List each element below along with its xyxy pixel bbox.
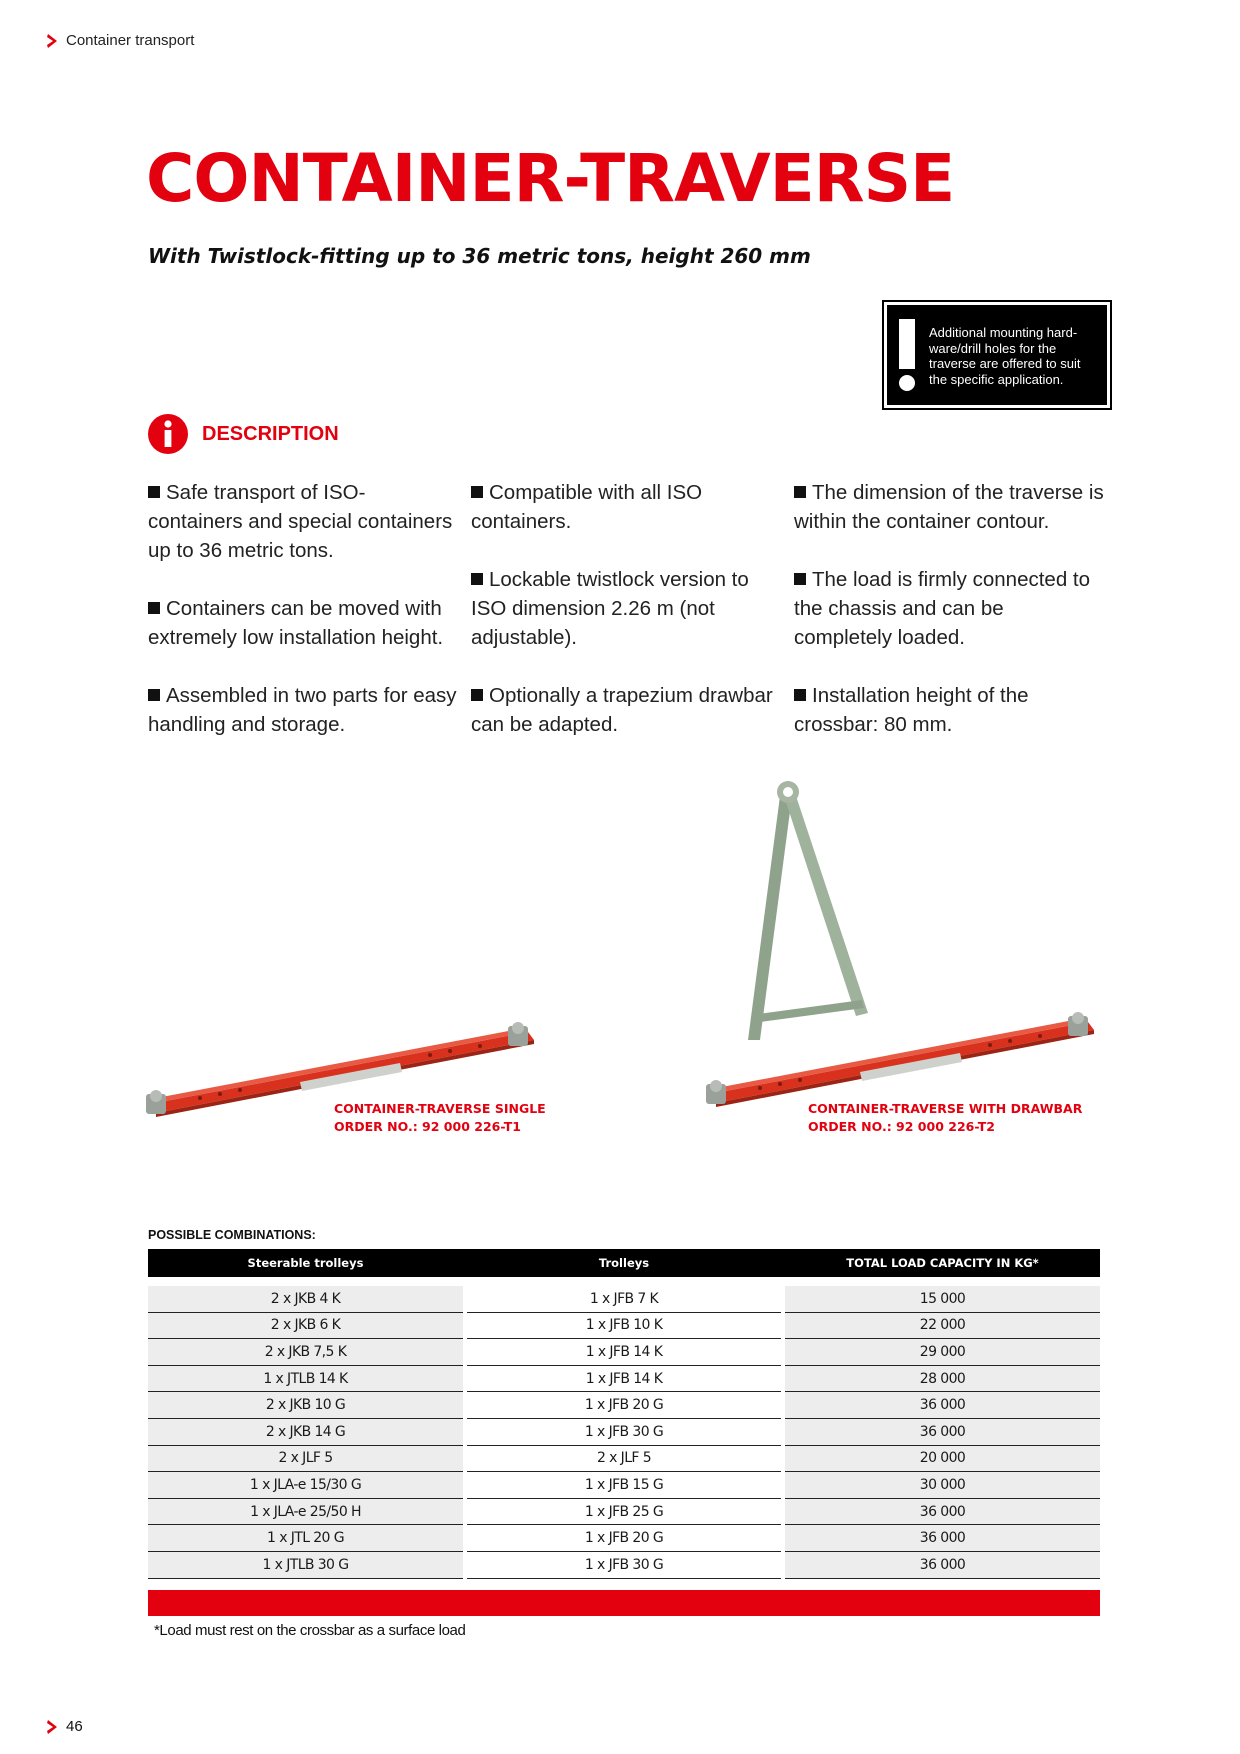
steerable-trolley-cell: 1 x JTLB 30 G (148, 1551, 463, 1578)
description-item: Optionally a trapezium drawbar can be adapted. (471, 684, 773, 736)
trolley-cell: 1 x JFB 25 G (467, 1498, 781, 1525)
combinations-label: POSSIBLE COMBINATIONS: (148, 1228, 316, 1242)
product-order-number: ORDER NO.: 92 000 226-T1 (334, 1119, 521, 1134)
description-item: Lockable twistlock version to ISO dimension 2.26 m (not adjustable). (471, 568, 749, 649)
exclamation-icon (899, 319, 915, 393)
description-item: Containers can be moved with extremely low installation height. (148, 597, 444, 649)
breadcrumb-label: Container transport (66, 32, 195, 49)
table-row (148, 1445, 1100, 1472)
trolley-cell: 2 x JLF 5 (467, 1445, 781, 1472)
description-column-1 (148, 478, 458, 768)
capacity-cell: 20 000 (785, 1445, 1100, 1472)
steerable-trolley-cell: 2 x JKB 10 G (148, 1392, 463, 1419)
combinations-table (148, 1249, 1100, 1579)
twistlock-right (1068, 1012, 1088, 1036)
capacity-cell: 36 000 (785, 1551, 1100, 1578)
table-row (148, 1339, 1100, 1366)
description-item: Compatible with all ISO containers. (471, 481, 703, 533)
table-row (148, 1365, 1100, 1392)
chevron-right-icon (46, 33, 60, 49)
steerable-trolley-cell: 2 x JKB 14 G (148, 1418, 463, 1445)
page-number (46, 1718, 83, 1735)
notice-box (884, 302, 1110, 408)
trolley-cell: 1 x JFB 14 K (467, 1339, 781, 1366)
capacity-cell: 36 000 (785, 1498, 1100, 1525)
table-row (148, 1525, 1100, 1552)
column-header: TOTAL LOAD CAPACITY IN KG* (785, 1249, 1100, 1277)
twistlock-right (508, 1022, 528, 1046)
trolley-cell: 1 x JFB 20 G (467, 1525, 781, 1552)
capacity-cell: 30 000 (785, 1472, 1100, 1499)
bullet-square-icon (794, 689, 806, 701)
traverse-drawbar-image (700, 778, 1100, 1128)
column-header: Steerable trolleys (148, 1249, 463, 1277)
trolley-cell: 1 x JFB 30 G (467, 1551, 781, 1578)
description-label: DESCRIPTION (202, 422, 339, 445)
capacity-cell: 29 000 (785, 1339, 1100, 1366)
steerable-trolley-cell: 1 x JLA-e 15/30 G (148, 1472, 463, 1499)
capacity-cell: 15 000 (785, 1286, 1100, 1312)
table-row (148, 1472, 1100, 1499)
steerable-trolley-cell: 2 x JKB 7,5 K (148, 1339, 463, 1366)
description-column-3 (794, 478, 1104, 768)
bullet-square-icon (148, 689, 160, 701)
steerable-trolley-cell: 2 x JLF 5 (148, 1445, 463, 1472)
trolley-cell: 1 x JFB 15 G (467, 1472, 781, 1499)
steerable-trolley-cell: 2 x JKB 6 K (148, 1312, 463, 1339)
product-caption-drawbar (808, 1100, 1082, 1136)
trolley-cell: 1 x JFB 7 K (467, 1286, 781, 1312)
bullet-square-icon (148, 602, 160, 614)
trolley-cell: 1 x JFB 10 K (467, 1312, 781, 1339)
bullet-square-icon (794, 486, 806, 498)
breadcrumb[interactable] (46, 32, 194, 49)
bullet-square-icon (148, 486, 160, 498)
footnote: *Load must rest on the crossbar as a surface load (154, 1622, 466, 1639)
table-row (148, 1312, 1100, 1339)
description-item: Installation height of the crossbar: 80 mm. (794, 684, 1029, 736)
column-header: Trolleys (467, 1249, 781, 1277)
table-header-row (148, 1249, 1100, 1277)
twistlock-left (146, 1090, 166, 1114)
drawbar (748, 781, 868, 1040)
bullet-square-icon (471, 689, 483, 701)
capacity-cell: 36 000 (785, 1525, 1100, 1552)
description-item: The load is firmly connected to the chassis and can be completely loaded. (794, 568, 1091, 649)
table-row (148, 1286, 1100, 1312)
steerable-trolley-cell: 1 x JTLB 14 K (148, 1365, 463, 1392)
table-footer-bar (148, 1590, 1100, 1616)
description-item: The dimension of the traverse is within the container contour. (794, 481, 1104, 533)
page-number-label: 46 (66, 1718, 83, 1735)
steerable-trolley-cell: 1 x JTL 20 G (148, 1525, 463, 1552)
table-row (148, 1392, 1100, 1419)
trolley-cell: 1 x JFB 20 G (467, 1392, 781, 1419)
capacity-cell: 28 000 (785, 1365, 1100, 1392)
capacity-cell: 22 000 (785, 1312, 1100, 1339)
description-column-2 (471, 478, 781, 768)
table-row (148, 1551, 1100, 1578)
product-caption-single (334, 1100, 546, 1136)
product-name: CONTAINER-TRAVERSE WITH DRAWBAR (808, 1101, 1083, 1116)
capacity-cell: 36 000 (785, 1392, 1100, 1419)
product-order-number: ORDER NO.: 92 000 226-T2 (808, 1119, 995, 1134)
traverse-beam (706, 1018, 1094, 1107)
page-subtitle: With Twistlock-fitting up to 36 metric tons, height 260 mm (148, 244, 811, 268)
trolley-cell: 1 x JFB 30 G (467, 1418, 781, 1445)
bullet-square-icon (471, 573, 483, 585)
description-item: Assembled in two parts for easy handling and storage. (148, 684, 457, 736)
description-item: Safe transport of ISO-containers and special containers up to 36 metric tons. (148, 481, 453, 562)
capacity-cell: 36 000 (785, 1418, 1100, 1445)
description-heading (148, 414, 339, 454)
twistlock-left (706, 1080, 726, 1104)
table-row (148, 1498, 1100, 1525)
page-title: CONTAINER-TRAVERSE (146, 140, 955, 217)
product-name: CONTAINER-TRAVERSE SINGLE (334, 1101, 546, 1116)
bullet-square-icon (471, 486, 483, 498)
info-icon (148, 414, 188, 454)
chevron-right-icon (46, 1719, 60, 1735)
steerable-trolley-cell: 2 x JKB 4 K (148, 1286, 463, 1312)
trolley-cell: 1 x JFB 14 K (467, 1365, 781, 1392)
bullet-square-icon (794, 573, 806, 585)
notice-text: Additional mounting hard-ware/drill holes for the traverse are offered to suit the specific application. (929, 325, 1081, 387)
steerable-trolley-cell: 1 x JLA-e 25/50 H (148, 1498, 463, 1525)
table-row (148, 1418, 1100, 1445)
